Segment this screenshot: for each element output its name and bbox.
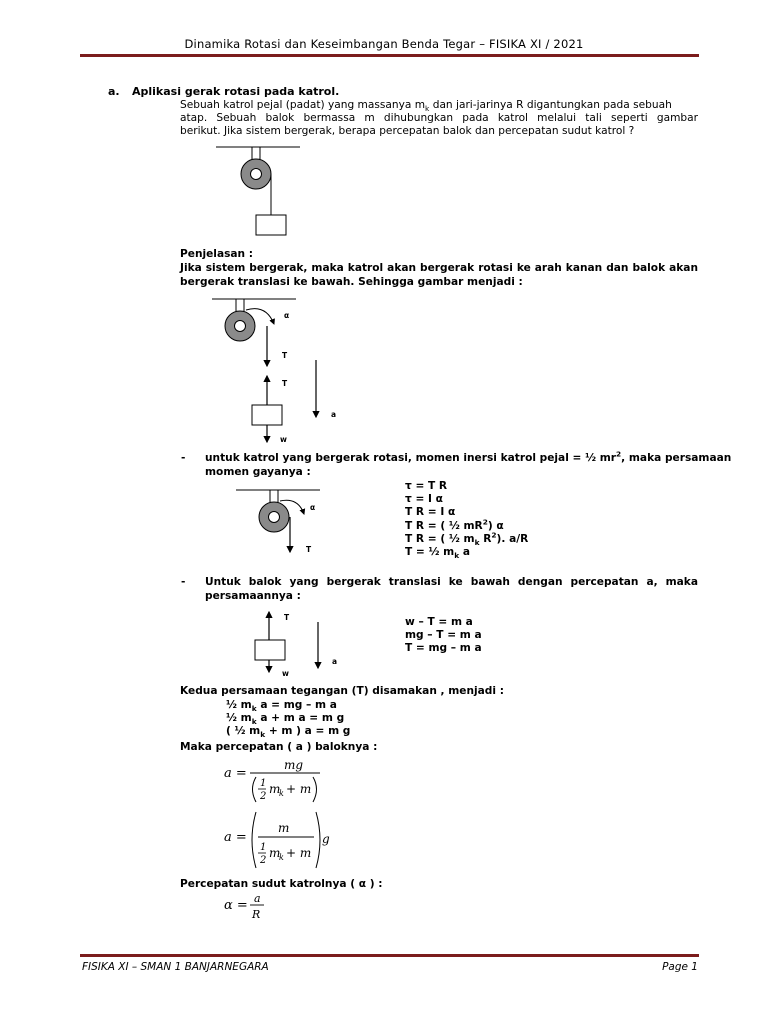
section-marker: a. <box>108 85 120 98</box>
page-header: Dinamika Rotasi dan Keseimbangan Benda Tegar – FISIKA XI / 2021 <box>184 37 584 51</box>
svg-text:g: g <box>322 832 330 846</box>
acceleration-label: a <box>332 657 338 666</box>
svg-text:1: 1 <box>260 778 267 789</box>
footer-rule <box>80 954 699 957</box>
block-case-line-2: persamaannya : <box>205 590 301 602</box>
svg-text:a: a <box>254 892 261 905</box>
svg-text:a =: a = <box>224 830 247 845</box>
pulley-case-line-1: untuk katrol yang bergerak rotasi, momen inersi katrol pejal = ½ $mr^2$, maka persamaan <box>205 449 732 464</box>
pulley-figure-1 <box>212 142 304 238</box>
svg-text:1: 1 <box>260 842 267 853</box>
combine-equations <box>226 699 350 739</box>
block-bullet: - <box>181 576 186 588</box>
svg-text:2: 2 <box>260 855 267 866</box>
weight-label: w <box>280 435 287 444</box>
header-rule <box>80 54 699 57</box>
combine-eq-1: ½ $m_k$ a = mg – m a <box>226 699 337 714</box>
torque-equations <box>405 480 528 559</box>
footer-page-number: Page 1 <box>662 961 698 973</box>
torque-eq-5: T R = ( ½ $m_k$ $R^2$). a/R <box>405 530 529 547</box>
tension-label: T <box>284 613 290 622</box>
tension-label-upper: T <box>282 351 288 360</box>
alpha-label: α <box>284 311 290 320</box>
block-case-line-1: Untuk balok yang bergerak translasi ke bawah dengan percepatan a, maka <box>205 576 698 588</box>
block <box>256 215 286 235</box>
alpha-label: α <box>310 503 316 512</box>
explanation-heading: Penjelasan : <box>180 248 254 260</box>
force-eq-1: w – T = m a <box>405 616 473 628</box>
svg-text:m: m <box>278 821 290 835</box>
problem-line-3: berikut. Jika sistem bergerak, berapa percepatan balok dan percepatan sudut katrol ? <box>180 125 635 137</box>
explanation-line-2: bergerak translasi ke bawah. Sehingga gambar menjadi : <box>180 276 523 288</box>
pulley-figure-3 <box>232 482 332 562</box>
force-eq-2: mg – T = m a <box>405 629 482 642</box>
svg-text:+ m: + m <box>286 846 312 860</box>
pulley-axle <box>235 321 246 332</box>
combine-eq-3: ( ½ $m_k + m$ ) a = m g <box>226 725 351 740</box>
torque-eq-4: T R = ( ½ $mR^2$) α <box>405 517 504 532</box>
block <box>252 405 282 425</box>
problem-line-1: Sebuah katrol pejal (padat) yang massanya $m_k$ dan jari-jarinya R digantungkan pada sebuah <box>180 99 672 114</box>
block <box>255 640 285 660</box>
pulley-axle <box>251 169 262 180</box>
pulley-axle <box>269 512 280 523</box>
accel-formula-2 <box>222 808 342 872</box>
combine-eq-2: ½ $m_k$ a + m a = m g <box>226 712 345 727</box>
tension-label-lower: T <box>282 379 288 388</box>
svg-text:α =: α = <box>224 898 248 913</box>
pulley-figure-2 <box>208 290 348 450</box>
torque-eq-1: τ = T R <box>405 480 448 492</box>
torque-eq-2: τ = I α <box>405 493 443 506</box>
force-equations <box>405 616 482 656</box>
angular-intro: Percepatan sudut katrolnya ( α ) : <box>180 878 383 890</box>
accel-intro: Maka percepatan ( a ) baloknya : <box>180 741 378 753</box>
svg-text:k: k <box>279 789 284 798</box>
pulley-case-line-2: momen gayanya : <box>205 466 311 478</box>
block-figure <box>250 606 350 678</box>
pulley-bullet: - <box>181 452 186 464</box>
explanation-line-1: Jika sistem bergerak, maka katrol akan bergerak rotasi ke arah kanan dan balok akan <box>180 262 698 274</box>
torque-eq-6: T = ½ $m_k$ a <box>405 546 470 561</box>
svg-text:+ m: + m <box>286 782 312 796</box>
weight-label: w <box>282 669 289 678</box>
angular-formula <box>222 891 282 925</box>
acceleration-label: a <box>331 410 337 419</box>
svg-text:m: m <box>269 782 281 796</box>
combine-intro: Kedua persamaan tegangan (T) disamakan , menjadi : <box>180 685 504 697</box>
svg-text:k: k <box>279 853 284 862</box>
svg-text:2: 2 <box>260 791 267 802</box>
tension-label: T <box>306 545 312 554</box>
footer-left: FISIKA XI – SMAN 1 BANJARNEGARA <box>82 961 269 973</box>
svg-text:R: R <box>252 908 261 921</box>
section-title: Aplikasi gerak rotasi pada katrol. <box>132 85 340 98</box>
accel-formula-1 <box>222 756 332 808</box>
problem-line-2: atap. Sebuah balok bermassa m dihubungkan pada katrol melalui tali seperti gambar <box>180 112 698 124</box>
torque-eq-3: T R = I α <box>405 506 456 519</box>
svg-text:m: m <box>269 846 281 860</box>
svg-text:a =: a = <box>224 766 247 781</box>
svg-text:mg: mg <box>284 758 304 772</box>
force-eq-3: T = mg – m a <box>405 642 482 655</box>
